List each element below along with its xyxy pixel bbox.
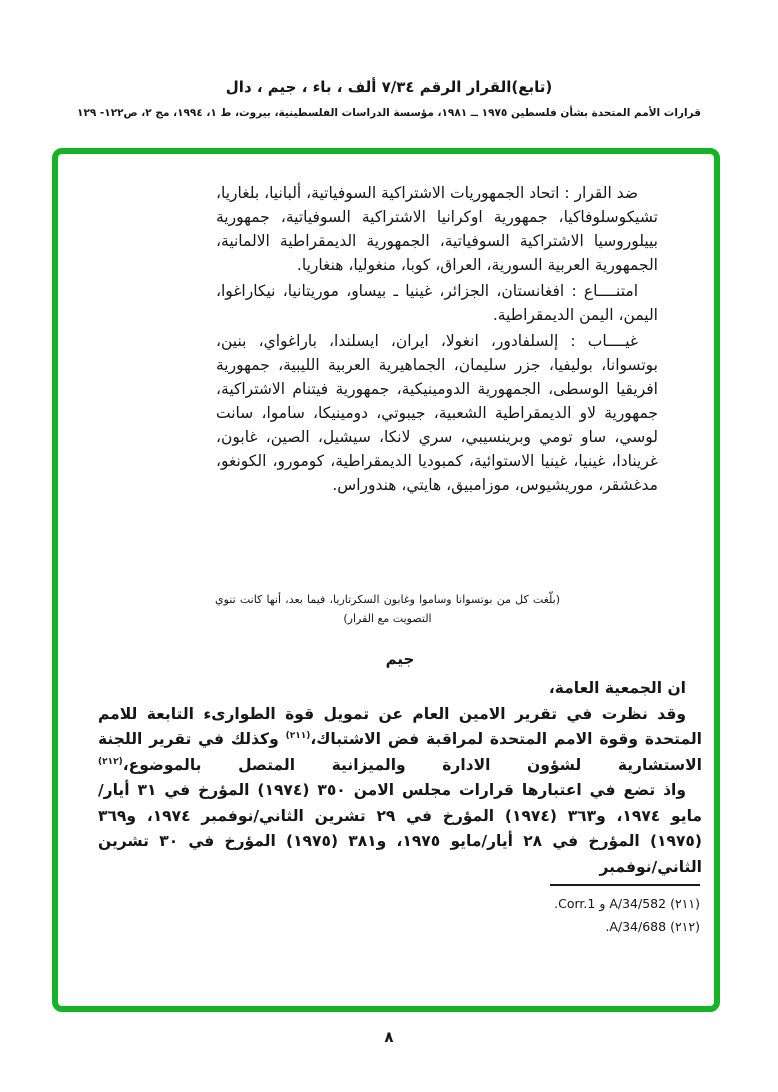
paragraph-considered (98, 702, 702, 779)
paragraph-text: في تقرير الامين العام عن تمويل قوة الطوارىء التابعة للامم المتحدة وقوة الامم المتحدة لمراقبة فض الاشتباك، (98, 704, 702, 748)
paragraph-lead: واذ تضع (623, 781, 686, 799)
vote-record (216, 181, 658, 499)
footnote-ref-211: (٢١١) (285, 730, 311, 741)
opening-line: ان الجمعية العامة، (548, 679, 686, 697)
vote-entry-against (216, 181, 658, 277)
section-heading: جيم (385, 650, 415, 668)
paragraph-lead: وقد نظرت (601, 704, 686, 723)
vote-label-absent: غيــــاب : (570, 332, 638, 350)
vote-countries-absent: إلسلفادور، انغولا، ايران، ايسلندا، باراغواي، بنين، بوتسوانا، بوليفيا، جزر سليمان، الجماهيرية العربية الليبية، جمهورية افريقيا الوسطى، الجمهورية الدومينيكية، جمهورية فيتنام الاشتراكية، جمهورية لاو الديمقراطية الشعبية، جيبوتي، دومينيكا، ساموا، سانت لوسي، ساو تومي وبرينسيبي، سري لانكا، سيشيل، الصين، غابون، غرينادا، غينيا، غينيا الاستوائية، كمبوديا الديمقراطية، كومورو، الكونغو، مدغشقر، موريشيوس، موزامبيق، هايتي، هندوراس. (216, 332, 658, 494)
page-number: ٨ (384, 1028, 394, 1046)
paragraph-text: في اعتبارها قرارات مجلس الامن ٣٥٠ (١٩٧٤) المؤرخ في ٣١ أيار/مايو ١٩٧٤، و٣٦٣ (١٩٧٤) المؤرخ في ٢٩ تشرين الثاني/نوفمبر ١٩٧٤، و٣٦٩ (١٩٧٥) المؤرخ في ٢٨ أيار/مايو ١٩٧٥، و٣٨١ (١٩٧٥) المؤرخ في ٣٠ تشرين الثاني/نوفمبر (98, 781, 703, 876)
footnotes (400, 892, 700, 938)
vote-label-against: ضد القرار : (564, 184, 638, 202)
vote-countries-abstain: افغانستان، الجزائر، غينيا ـ بيساو، موريتانيا، نيكاراغوا، اليمن، اليمن الديمقراطية. (216, 282, 658, 324)
footnote-ref-212: (٢١٢) (98, 756, 123, 767)
vote-entry-absent (216, 329, 658, 497)
resolution-title: (تابع)القرار الرقم ٧/٣٤ ألف ، باء ، جيم ، دال (225, 78, 553, 96)
paragraph-bearing (98, 778, 702, 880)
footnote-separator (550, 884, 700, 886)
vote-entry-abstain (216, 279, 658, 327)
source-citation: قرارات الأمم المتحدة بشأن فلسطين ١٩٧٥ ــ ١٩٨١، مؤسسة الدراسات الفلسطينية، بيروت، ط ١، ١٩٩٤، مج ٢، ص١٢٢- ١٢٩ (77, 107, 701, 119)
footnote-211: (٢١١) A/34/582 و Corr.1. (554, 896, 700, 911)
footnote-212: (٢١٢) A/34/688. (605, 919, 700, 934)
vote-note: (بلّغت كل من بوتسوانا وساموا وغابون السكرتاريا، فيما بعد، أنها كانت تنوي التصويت مع القرار) (215, 593, 560, 625)
vote-label-abstain: امتنــــاع : (571, 282, 638, 300)
paragraph-text: وكذلك في تقرير اللجنة الاستشارية لشؤون الادارة والميزانية المتصل بالموضوع، (98, 730, 702, 774)
vote-countries-against: اتحاد الجمهوريات الاشتراكية السوفياتية، ألبانيا، بلغاريا، تشيكوسلوفاكيا، جمهورية اوكرانيا الاشتراكية السوفياتية، جمهورية بييلوروسيا الاشتراكية السوفياتية، الجمهورية الديمقراطية الالمانية، الجمهورية العربية السورية، العراق، كوبا، منغوليا، هنغاريا. (215, 184, 658, 274)
section-body (98, 676, 702, 880)
